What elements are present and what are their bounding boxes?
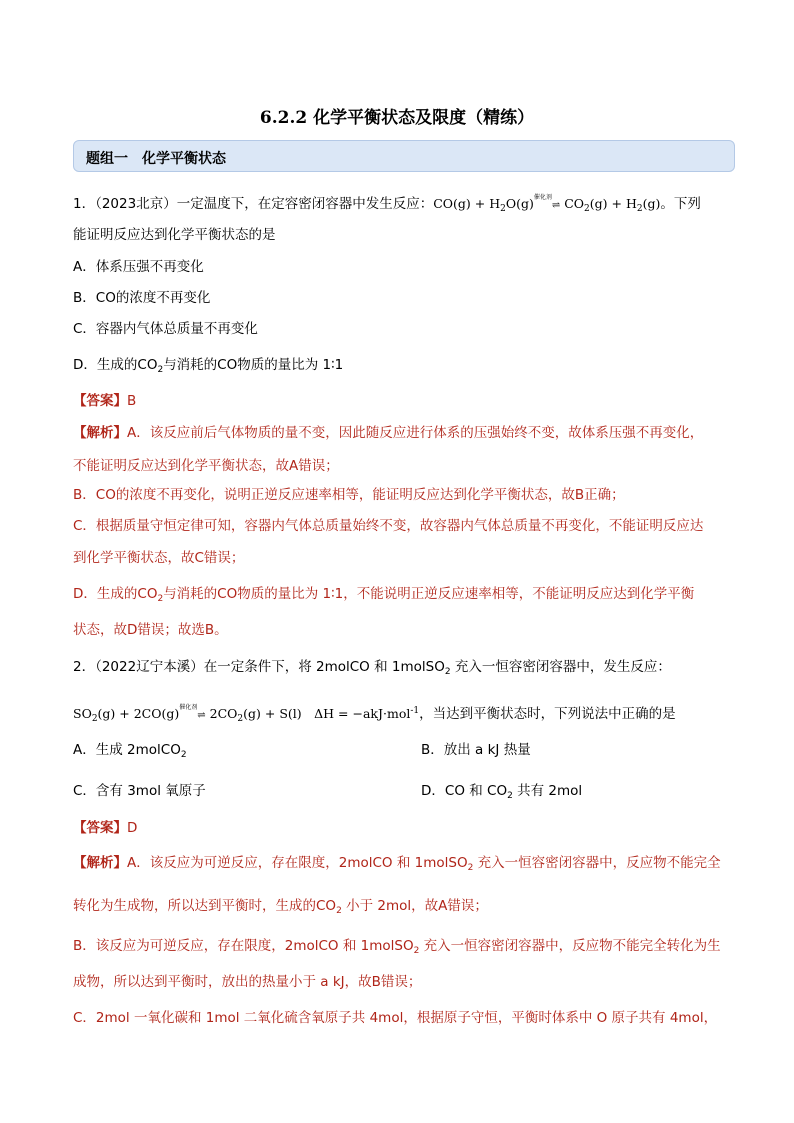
q2-explanation-line2: 转化为生成物，所以达到平衡时，生成的$CO_2$ 小于 2mol，故A错误； [73,898,488,916]
q1-explanation-line4: C．根据质量守恒定律可知，容器内气体总质量始终不变，故容器内气体总质量不再变化，不能证明反应达 [73,518,704,534]
q2-answer: 【答案】D [73,820,138,836]
q1-answer: 【答案】B [73,393,137,409]
q1-equation: $CO(g) + H_2O(g)^{催化剂}\rightleftharpoons$ $CO_2(g) + H_2(g)$ [433,194,661,214]
q2-stem-line2: $SO_2(g)$ + $2CO(g)^{催化剂}\rightleftharpoons$ $2CO_2(g) + S(l)$ ΔH = −akJ·mol$^{-1}$，当达到平衡状态时，下列说法中正确的是 [73,704,676,724]
page-title: 6.2.2 化学平衡状态及限度（精练） [259,108,535,128]
q2-options-row1 [73,740,733,765]
q1-explanation-line3: B．CO的浓度不再变化，说明正逆反应速率相等，能证明反应达到化学平衡状态，故B正确； [73,487,625,503]
q2-stem-line1: 2．（2022辽宁本溪）在一定条件下，将 2molCO 和 1molSO$_2$ 充入一恒容密闭容器中，发生反应： [73,659,671,677]
q2-option-d: D．CO 和 $CO_2$ 共有 2mol [421,783,583,801]
q1-explanation-line7: 状态，故D错误；故选B。 [73,622,228,638]
q1-stem-line1: 1．（2023北京）一定温度下，在定容密闭容器中发生反应：$CO(g) + H_2O(g)^{催化剂}\rightleftharpoons$ $CO_2(g) + H_2(g)$。下列 [73,194,701,214]
q1-option-b: B．CO的浓度不再变化 [73,290,211,306]
q1-option-a: A．体系压强不再变化 [73,259,204,275]
q2-option-b: B．放出 a kJ 热量 [421,742,531,758]
q1-stem-line2: 能证明反应达到化学平衡状态的是 [73,227,276,243]
q1-explanation-line6: D．生成的$CO_2$与消耗的CO物质的量比为 1∶1，不能说明正逆反应速率相等，不能证明反应达到化学平衡 [73,586,695,604]
q2-equation: $SO_2(g)$ + $2CO(g)^{催化剂}\rightleftharpoons$ $2CO_2(g) + S(l)$ ΔH = −akJ·mol$^{-1}$ [73,704,420,724]
catalyst-label: 催化剂 [179,704,198,711]
q2-explanation-line3: B．该反应为可逆反应，存在限度，2molCO 和 1molSO$_2$ 充入一恒容密闭容器中，反应物不能完全转化为生 [73,938,721,956]
group-label: 题组一 化学平衡状态 [86,151,226,167]
reversible-arrow-icon: ⇌ [197,710,206,721]
q1-option-c: C．容器内气体总质量不再变化 [73,321,258,337]
q2-explanation-line5: C．2mol 一氧化碳和 1mol 二氧化硫含氧原子共 4mol，根据原子守恒，平衡时体系中 O 原子共有 4mol， [73,1010,718,1026]
q1-explanation-line2: 不能证明反应达到化学平衡状态，故A错误； [73,458,339,474]
reversible-arrow-icon: ⇌ [551,200,561,211]
catalyst-label: 催化剂 [533,194,552,201]
q2-option-a: A．生成 2molCO$_2$ [73,742,187,760]
q2-options-row2 [73,781,733,801]
q1-explanation-line5: 到化学平衡状态，故C错误； [73,550,245,566]
q1-explanation-line1: 【解析】A．该反应前后气体物质的量不变，因此随反应进行体系的压强始终不变，故体系压强不再变化， [73,425,704,441]
q2-option-c: C．含有 3mol 氧原子 [73,783,206,799]
q2-explanation-line4: 成物，所以达到平衡时，放出的热量小于 a kJ，故B错误； [73,974,422,990]
q2-explanation-line1: 【解析】A．该反应为可逆反应，存在限度，2molCO 和 1molSO$_2$ 充入一恒容密闭容器中，反应物不能完全 [73,855,721,873]
q1-option-d: D．生成的$CO_2$与消耗的CO物质的量比为 1∶1 [73,357,344,375]
question-group-header [73,140,735,172]
